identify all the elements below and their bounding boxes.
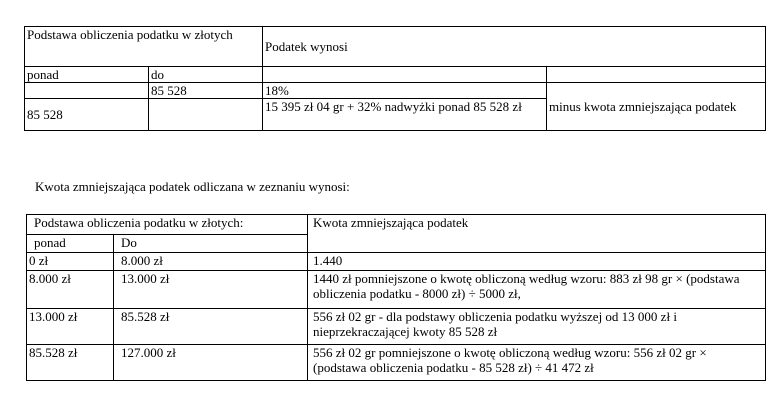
tax-rate-table (24, 26, 766, 131)
reduction-note: minus kwota zmniejszająca podatek (547, 83, 766, 131)
table-row (27, 345, 766, 381)
row1-to: 85 528 (149, 83, 263, 99)
column-to-label: Do (114, 235, 308, 253)
row4-over: 85.528 zł (27, 345, 114, 381)
row1-over (25, 83, 149, 99)
column-to-label: do (149, 67, 263, 83)
row4-amount: 556 zł 02 gr pomniejszone o kwotę obliczoną według wzoru: 556 zł 02 gr × (podstawa obliczenia podatku - 85 528 zł) ÷ 41 472 zł (308, 345, 766, 381)
empty-cell (263, 67, 547, 83)
empty-cell (547, 67, 766, 83)
header-reduction-amount: Kwota zmniejszająca podatek (308, 215, 766, 253)
column-over-label: ponad (27, 235, 114, 253)
table-row (25, 27, 766, 67)
row4-to: 127.000 zł (114, 345, 308, 381)
row2-over: 85 528 (25, 99, 149, 131)
table-row (27, 215, 766, 235)
row1-tax: 18% (263, 83, 547, 99)
table-row (27, 309, 766, 345)
header-tax-amount: Podatek wynosi (263, 27, 766, 67)
row3-over: 13.000 zł (27, 309, 114, 345)
row2-to: 13.000 zł (114, 271, 308, 309)
row2-amount: 1440 zł pomniejszone o kwotę obliczoną według wzoru: 883 zł 98 gr × (podstawa obliczenia podatku - 8000 zł) ÷ 5000 zł, (308, 271, 766, 309)
row2-to (149, 99, 263, 131)
row3-to: 85.528 zł (114, 309, 308, 345)
row1-amount: 1.440 (308, 253, 766, 271)
tax-reduction-table (26, 214, 766, 381)
table-row (25, 67, 766, 83)
table-row (27, 271, 766, 309)
reduction-caption: Kwota zmniejszająca podatek odliczana w zeznaniu wynosi: (35, 179, 350, 194)
header-tax-base: Podstawa obliczenia podatku w złotych: (27, 215, 308, 235)
table-row (27, 253, 766, 271)
table-row (25, 83, 766, 99)
row1-to: 8.000 zł (114, 253, 308, 271)
row2-tax: 15 395 zł 04 gr + 32% nadwyżki ponad 85 528 zł (263, 99, 547, 131)
row3-amount: 556 zł 02 gr - dla podstawy obliczenia podatku wyższej od 13 000 zł i nieprzekraczającej kwoty 85 528 zł (308, 309, 766, 345)
header-tax-base: Podstawa obliczenia podatku w złotych (25, 27, 263, 67)
row1-over: 0 zł (27, 253, 114, 271)
row2-over: 8.000 zł (27, 271, 114, 309)
column-over-label: ponad (25, 67, 149, 83)
